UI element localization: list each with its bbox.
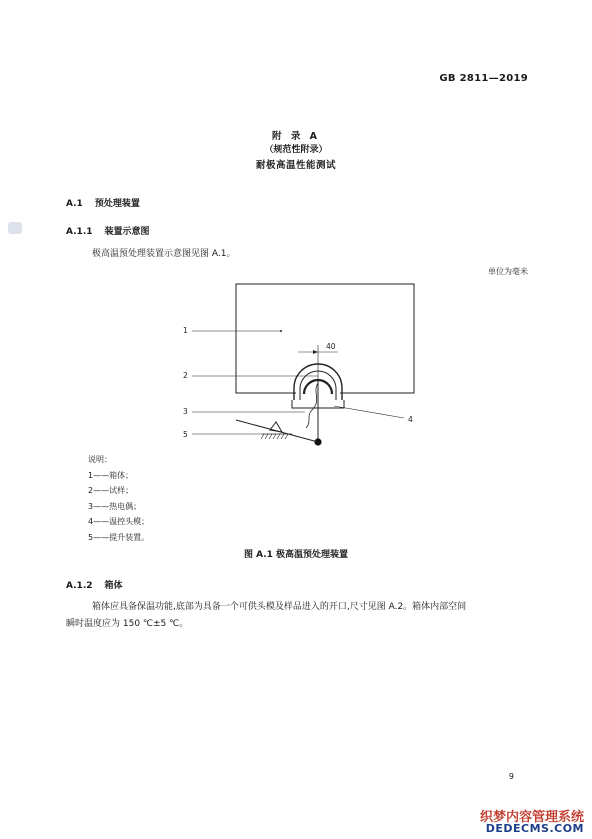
section-number: A.1.2 [66,581,93,591]
figure-label-2: 2 [183,371,188,380]
legend-item: 5——提升装置。 [88,532,150,542]
section-title: 装置示意图 [104,227,150,237]
legend-item: 3——热电偶； [88,501,142,511]
legend-title: 说明： [88,455,112,464]
paragraph-a12 [66,599,532,633]
legend-item: 2——试样； [88,486,134,495]
standard-number: GB 2811—2019 [439,73,528,84]
section-title: 箱体 [104,581,123,591]
paragraph-line: 箱体应具备保温功能,底部为具备一个可供头模及样品进入的开口,尺寸见图 A.2。箱体内部空间 [92,602,467,612]
figure-caption: 图 A.1 极高温预处理装置 [243,550,349,560]
fulcrum [270,422,282,432]
figure-label-5: 5 [183,430,188,439]
section-title: 预处理装置 [94,199,140,209]
leader-dot [280,330,282,332]
paragraph-a11: 极高温预处理装置示意图见图 A.1。 [92,249,236,259]
appendix-type: （规范性附录） [264,145,328,155]
unit-note: 单位为毫米 [488,267,528,276]
ground-hatch [261,434,288,439]
chamber-box [236,284,414,393]
paragraph-line: 瞬时温度应为 150 ℃±5 ℃。 [66,619,189,629]
section-number: A.1.1 [66,227,93,237]
dimension-arrow [313,350,318,354]
appendix-subject: 耐极高温性能测试 [255,160,336,171]
watermark-title: 织梦内容管理系统 [479,810,584,825]
section-number: A.1 [66,199,83,209]
legend-item: 4——温控头模； [88,517,150,526]
page-number: 9 [508,772,514,781]
legend-item: 1——箱体； [88,470,134,480]
figure-legend [88,452,149,545]
leader-4 [334,406,404,418]
figure-label-4: 4 [408,415,413,424]
section-heading-a12 [66,578,123,591]
figure-label-3: 3 [183,407,188,416]
dimension-label: 40 [326,342,336,351]
figure-label-1: 1 [183,326,188,335]
watermark-url: DEDECMS.COM [485,822,584,835]
appendix-title: 附 录 A [272,131,320,142]
